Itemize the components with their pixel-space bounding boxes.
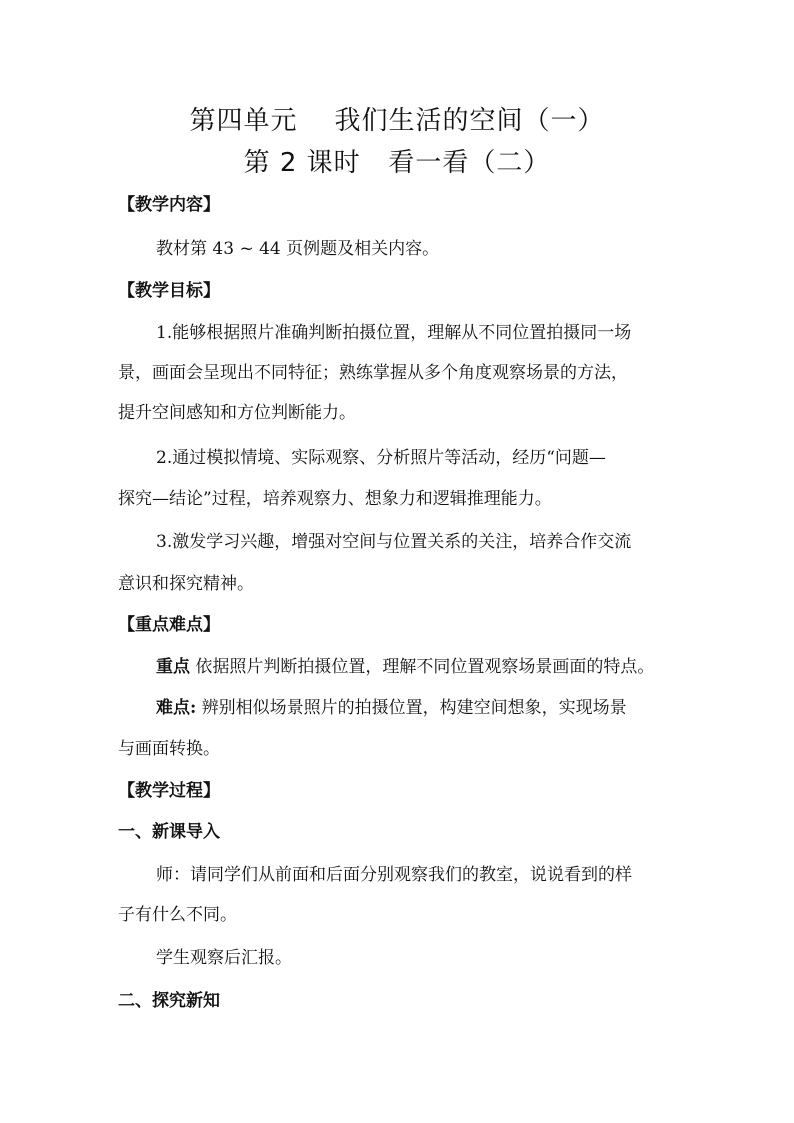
key-heading: 【重点难点】: [118, 615, 220, 635]
process-heading: 【教学过程】: [118, 781, 220, 801]
goal-2-line-2: 探究—结论”过程，培养观察力、想象力和逻辑推理能力。: [118, 489, 552, 509]
key-label: 重点: [156, 657, 190, 677]
difficulty-text: 辨别相似场景照片的拍摄位置，构建空间想象，实现场景: [196, 698, 627, 718]
teacher-line-1: 师：请同学们从前面和后面分别观察我们的教室，说说看到的样: [156, 865, 632, 885]
goal-1-line-1: 1.能够根据照片准确判断拍摄位置，理解从不同位置拍摄同一场: [156, 323, 632, 343]
content-text: 教材第 43 ~ 44 页例题及相关内容。: [156, 239, 440, 259]
key-point: [156, 652, 654, 677]
goal-3-line-2: 意识和探究精神。: [118, 574, 254, 594]
part-1-heading: 一、新课导入: [118, 822, 220, 842]
key-text: 依据照片判断拍摄位置，理解不同位置观察场景画面的特点。: [190, 657, 655, 677]
student-text: 学生观察后汇报。: [156, 948, 292, 968]
part-2-heading: 二、探究新知: [118, 991, 220, 1011]
goal-1-line-2: 景，画面会呈现出不同特征；熟练掌握从多个角度观察场景的方法，: [118, 363, 628, 383]
goals-heading: 【教学目标】: [118, 281, 220, 301]
unit-title: 第四单元 我们生活的空间（一）: [189, 106, 605, 136]
lesson-title: 第 2 课时 看一看（二）: [243, 148, 551, 178]
goal-2-line-1: 2.通过模拟情境、实际观察、分析照片等活动，经历“问题—: [156, 448, 606, 468]
content-heading: 【教学内容】: [118, 195, 220, 215]
difficulty-label: 难点:: [156, 698, 197, 718]
goal-3-line-1: 3.激发学习兴趣，增强对空间与位置关系的关注，培养合作交流: [156, 532, 632, 552]
difficulty-text-line-2: 与画面转换。: [118, 739, 220, 759]
difficulty-point: [156, 693, 627, 718]
teacher-line-2: 子有什么不同。: [118, 905, 237, 925]
goal-1-line-3: 提升空间感知和方位判断能力。: [118, 403, 356, 423]
